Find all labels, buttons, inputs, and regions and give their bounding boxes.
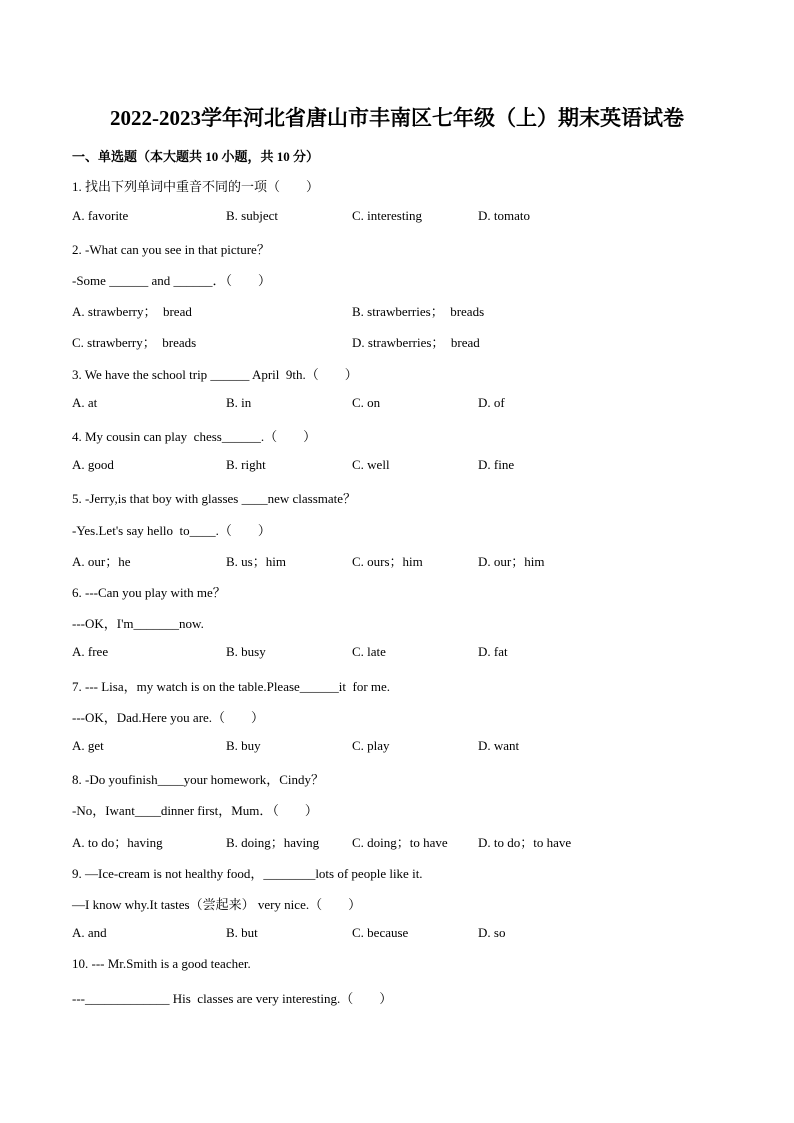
question-9-option-a: A. and: [72, 925, 107, 940]
question-6-option-a: A. free: [72, 644, 109, 659]
question-8-stem: 8. -Do youfinish____your homework，Cindy？: [72, 772, 325, 787]
question-1-stem: 1. 找出下列单词中重音不同的一项（ ）: [72, 179, 320, 194]
question-6-option-d: D. fat: [478, 644, 508, 659]
question-2-option-d: D. strawberries； bread: [352, 335, 480, 350]
question-3-option-b: B. in: [226, 395, 252, 410]
question-7-option-a: A. get: [72, 738, 104, 753]
question-1-option-c: C. interesting: [352, 208, 423, 223]
question-10-stem-line-2: ---_____________ His classes are very interesting.（ ）: [72, 991, 393, 1006]
question-4-option-a: A. good: [72, 457, 114, 472]
question-5-option-d: D. our；him: [478, 554, 545, 569]
question-6-stem-line-2: ---OK，I'm_______now.: [72, 616, 204, 631]
question-5-stem: 5. -Jerry,is that boy with glasses ____new classmate？: [72, 491, 357, 506]
question-5-option-c: C. ours；him: [352, 554, 423, 569]
question-6-option-c: C. late: [352, 644, 386, 659]
question-7-option-c: C. play: [352, 738, 390, 753]
question-9-option-c: C. because: [352, 925, 409, 940]
question-3-stem: 3. We have the school trip ______ April 9th.（ ）: [72, 367, 358, 382]
question-8-stem-line-2: -No，Iwant____dinner first，Mum．（ ）: [72, 803, 318, 818]
question-9-option-b: B. but: [226, 925, 258, 940]
question-9-option-d: D. so: [478, 925, 506, 940]
question-2-stem: 2. -What can you see in that picture？: [72, 242, 270, 257]
question-2-option-c: C. strawberry； breads: [72, 335, 197, 350]
question-2-stem-line-2: -Some ______ and ______．（ ）: [72, 273, 271, 288]
question-1-option-a: A. favorite: [72, 208, 129, 223]
question-4-option-b: B. right: [226, 457, 266, 472]
question-2-option-a: A. strawberry； bread: [72, 304, 192, 319]
question-4-option-c: C. well: [352, 457, 390, 472]
question-6-option-b: B. busy: [226, 644, 266, 659]
question-9-stem: 9. —Ice-cream is not healthy food，________lots of people like it.: [72, 866, 423, 881]
question-4-stem: 4. My cousin can play chess______.（ ）: [72, 429, 317, 444]
question-7-stem-line-2: ---OK，Dad.Here you are.（ ）: [72, 710, 265, 725]
question-5-option-a: A. our；he: [72, 554, 131, 569]
question-8-option-b: B. doing；having: [226, 835, 320, 850]
question-4-option-d: D. fine: [478, 457, 515, 472]
question-8-option-d: D. to do；to have: [478, 835, 572, 850]
question-7-option-d: D. want: [478, 738, 520, 753]
question-6-stem: 6. ---Can you play with me？: [72, 585, 226, 600]
question-10-stem: 10. --- Mr.Smith is a good teacher.: [72, 956, 251, 971]
question-5-stem-line-2: -Yes.Let's say hello to____.（ ）: [72, 523, 271, 538]
exam-title: 2022-2023学年河北省唐山市丰南区七年级（上）期末英语试卷: [110, 106, 684, 130]
question-1-option-b: B. subject: [226, 208, 278, 223]
question-8-option-c: C. doing；to have: [352, 835, 448, 850]
question-3-option-c: C. on: [352, 395, 381, 410]
question-7-option-b: B. buy: [226, 738, 261, 753]
question-3-option-a: A. at: [72, 395, 98, 410]
question-9-stem-line-2: —I know why.It tastes（尝起来） very nice.（ ）: [72, 897, 362, 912]
question-7-stem: 7. --- Lisa，my watch is on the table.Please______it for me.: [72, 679, 391, 694]
question-3-option-d: D. of: [478, 395, 505, 410]
section-heading: 一、单选题（本大题共 10 小题，共 10 分）: [72, 149, 320, 164]
question-2-option-b: B. strawberries； breads: [352, 304, 485, 319]
question-5-option-b: B. us；him: [226, 554, 286, 569]
question-8-option-a: A. to do；having: [72, 835, 163, 850]
question-1-option-d: D. tomato: [478, 208, 530, 223]
